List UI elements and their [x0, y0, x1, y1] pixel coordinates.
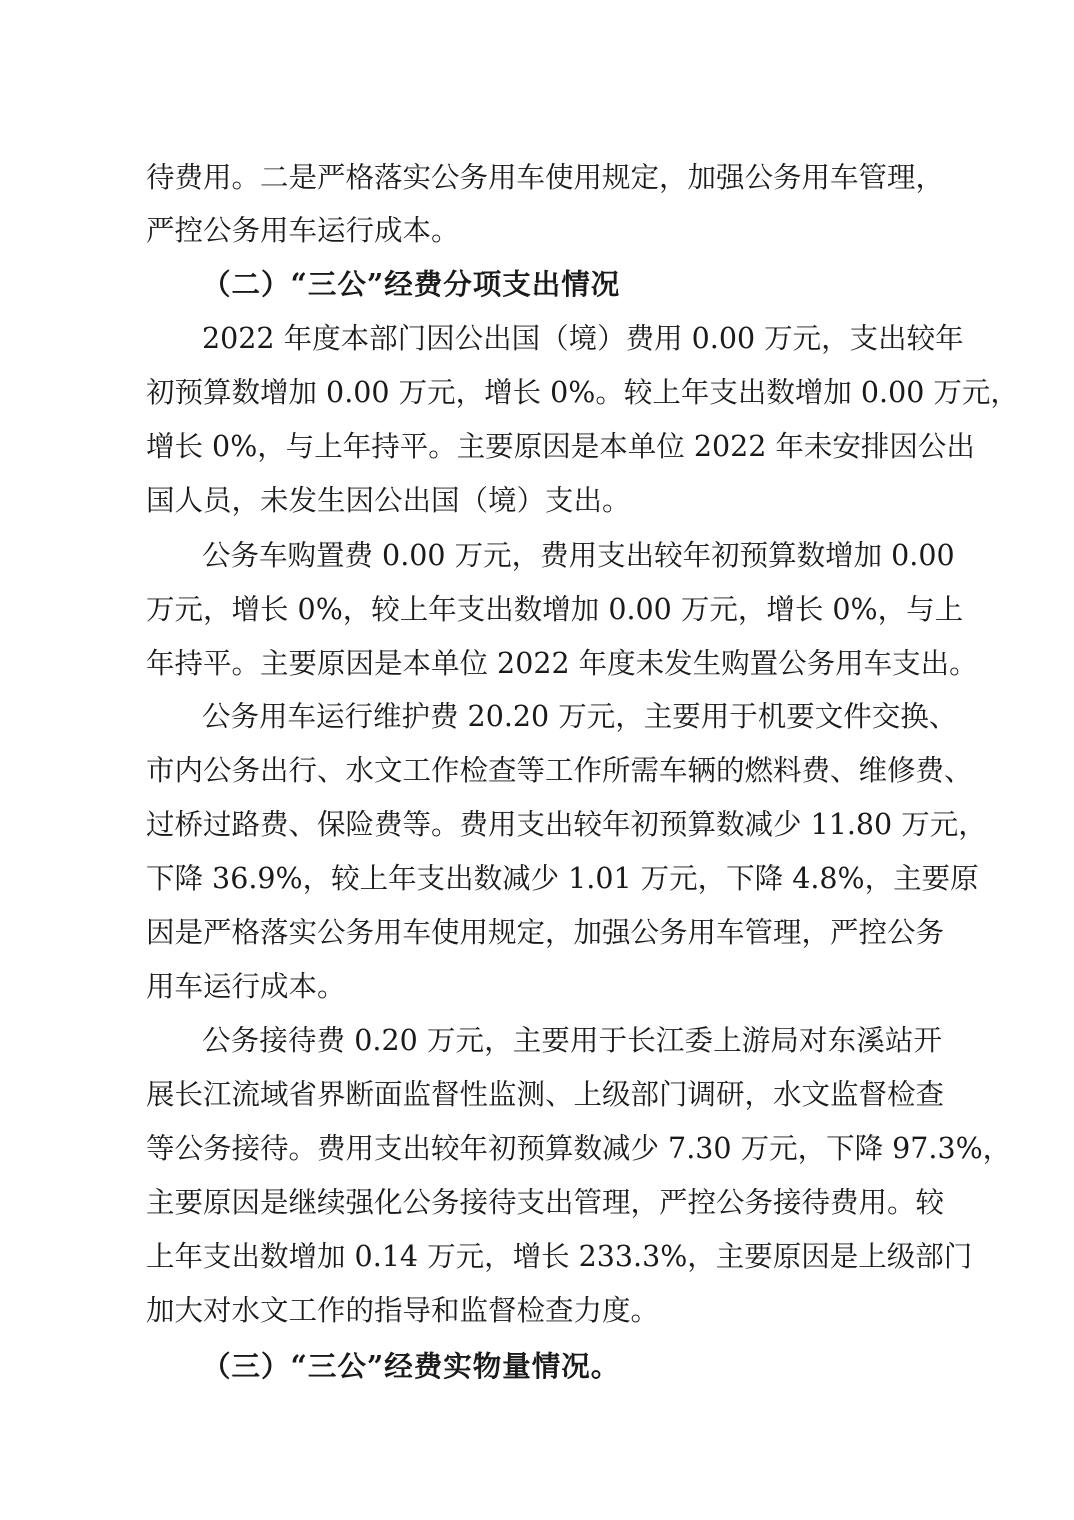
section-heading-2: （二）“三公”经费分项支出情况 — [202, 267, 621, 301]
paragraph-line: 严控公务用车运行成本。 — [146, 214, 460, 247]
paragraph-line: 下降 36.9%，较上年支出数减少 1.01 万元，下降 4.8%，主要原 — [146, 862, 979, 895]
paragraph-line: 年持平。主要原因是本单位 2022 年度未发生购置公务用车支出。 — [146, 647, 978, 680]
paragraph-line: 过桥过路费、保险费等。费用支出较年初预算数减少 11.80 万元， — [146, 808, 987, 841]
paragraph-line: 万元，增长 0%，较上年支出数增加 0.00 万元，增长 0%，与上 — [146, 593, 964, 626]
paragraph-line: 市内公务出行、水文工作检查等工作所需车辆的燃料费、维修费、 — [146, 754, 973, 787]
paragraph-line: 加大对水文工作的指导和监督检查力度。 — [146, 1294, 660, 1327]
paragraph-line: 公务用车运行维护费 20.20 万元，主要用于机要文件交换、 — [202, 700, 958, 733]
paragraph-line: 上年支出数增加 0.14 万元，增长 233.3%，主要原因是上级部门 — [146, 1240, 973, 1273]
paragraph-line: 增长 0%，与上年持平。主要原因是本单位 2022 年未安排因公出 — [146, 430, 975, 463]
paragraph-line: 公务接待费 0.20 万元，主要用于长江委上游局对东溪站开 — [202, 1024, 942, 1057]
section-heading-3: （三）“三公”经费实物量情况。 — [202, 1349, 621, 1383]
paragraph-line: 主要原因是继续强化公务接待支出管理，严控公务接待费用。较 — [146, 1186, 945, 1219]
paragraph-line: 待费用。二是严格落实公务用车使用规定，加强公务用车管理， — [146, 161, 945, 194]
paragraph-line: 公务车购置费 0.00 万元，费用支出较年初预算数增加 0.00 — [202, 539, 955, 572]
paragraph-line: 因是严格落实公务用车使用规定，加强公务用车管理，严控公务 — [146, 916, 945, 949]
paragraph-line: 国人员，未发生因公出国（境）支出。 — [146, 484, 631, 517]
paragraph-line: 用车运行成本。 — [146, 970, 346, 1003]
paragraph-line: 展长江流域省界断面监督性监测、上级部门调研，水文监督检查 — [146, 1078, 945, 1111]
paragraph-line: 2022 年度本部门因公出国（境）费用 0.00 万元，支出较年 — [202, 322, 964, 355]
paragraph-line: 等公务接待。费用支出较年初预算数减少 7.30 万元，下降 97.3%， — [146, 1132, 1012, 1165]
paragraph-line: 初预算数增加 0.00 万元，增长 0%。较上年支出数增加 0.00 万元， — [146, 376, 1019, 409]
